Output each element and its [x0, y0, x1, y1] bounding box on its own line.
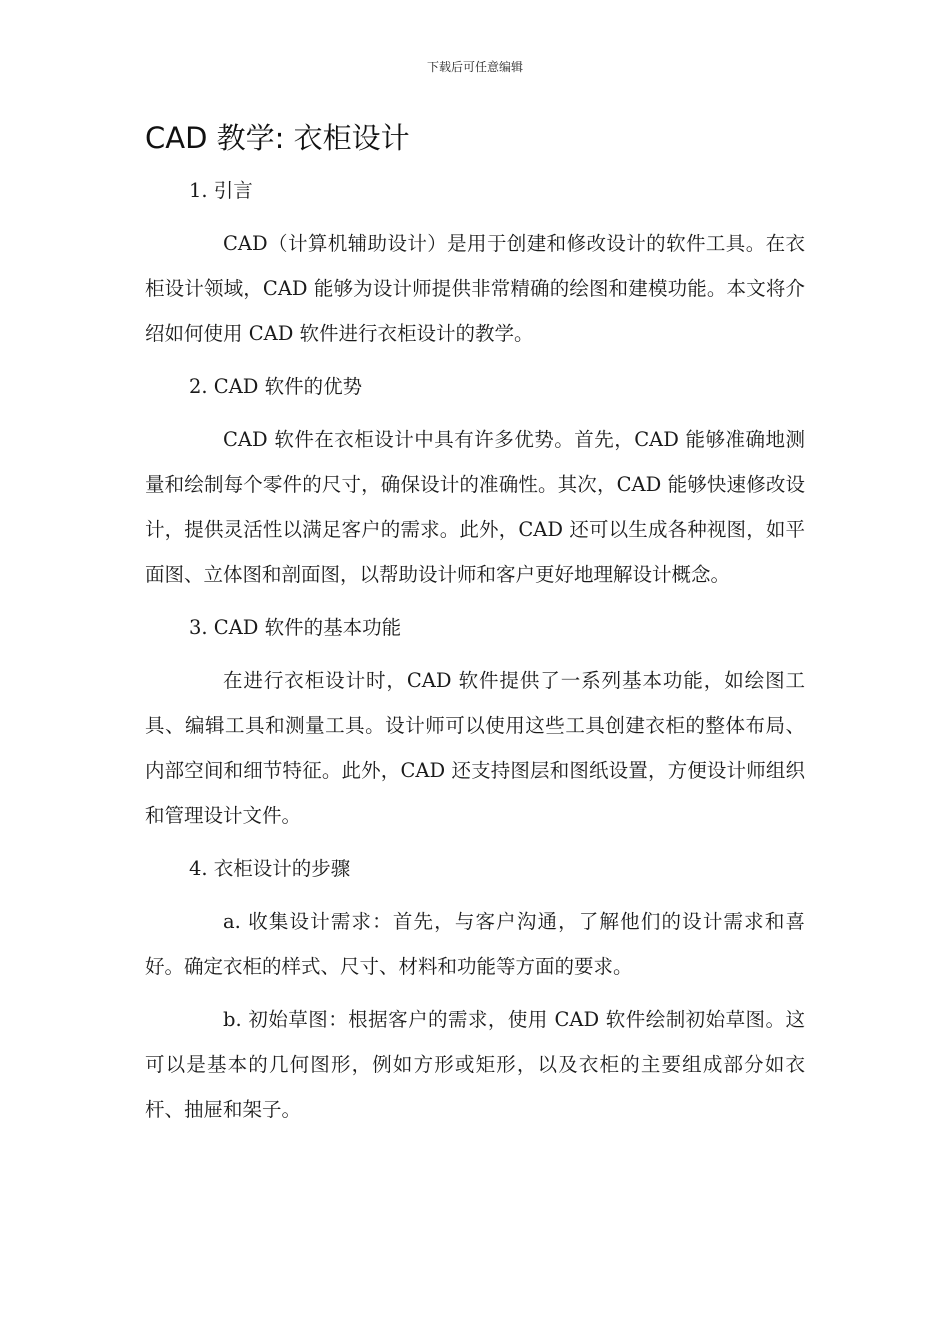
- document-body: [145, 168, 805, 1140]
- page-header-note: 下载后可任意编辑: [426, 60, 523, 74]
- section-advantages: [145, 364, 805, 597]
- paragraph: 在进行衣柜设计时，CAD 软件提供了一系列基本功能，如绘图工具、编辑工具和测量工具。设计师可以使用这些工具创建衣柜的整体布局、内部空间和细节特征。此外，CAD 还支持图层和图纸设置，方便设计师组织和管理设计文件。: [145, 669, 805, 827]
- paragraph-step-b: b. 初始草图：根据客户的需求，使用 CAD 软件绘制初始草图。这可以是基本的几何图形，例如方形或矩形，以及衣柜的主要组成部分如衣杆、抽屉和架子。: [145, 1008, 805, 1121]
- paragraph-step-a: a. 收集设计需求：首先，与客户沟通，了解他们的设计需求和喜好。确定衣柜的样式、尺寸、材料和功能等方面的要求。: [145, 910, 805, 978]
- section-design-steps: [145, 846, 805, 1132]
- section-basic-functions: [145, 605, 805, 838]
- section-heading: 3. CAD 软件的基本功能: [189, 616, 402, 639]
- section-heading: 4. 衣柜设计的步骤: [189, 857, 351, 880]
- paragraph: CAD（计算机辅助设计）是用于创建和修改设计的软件工具。在衣柜设计领域，CAD 能够为设计师提供非常精确的绘图和建模功能。本文将介绍如何使用 CAD 软件进行衣柜设计的教学。: [145, 232, 805, 345]
- paragraph: CAD 软件在衣柜设计中具有许多优势。首先，CAD 能够准确地测量和绘制每个零件的尺寸，确保设计的准确性。其次，CAD 能够快速修改设计，提供灵活性以满足客户的需求。此外，CAD 还可以生成各种视图，如平面图、立体图和剖面图，以帮助设计师和客户更好地理解设计概念。: [145, 428, 805, 586]
- document-title: CAD 教学: 衣柜设计: [145, 121, 410, 155]
- section-heading: 1. 引言: [189, 179, 253, 202]
- section-heading: 2. CAD 软件的优势: [189, 375, 363, 398]
- section-introduction: [145, 168, 805, 356]
